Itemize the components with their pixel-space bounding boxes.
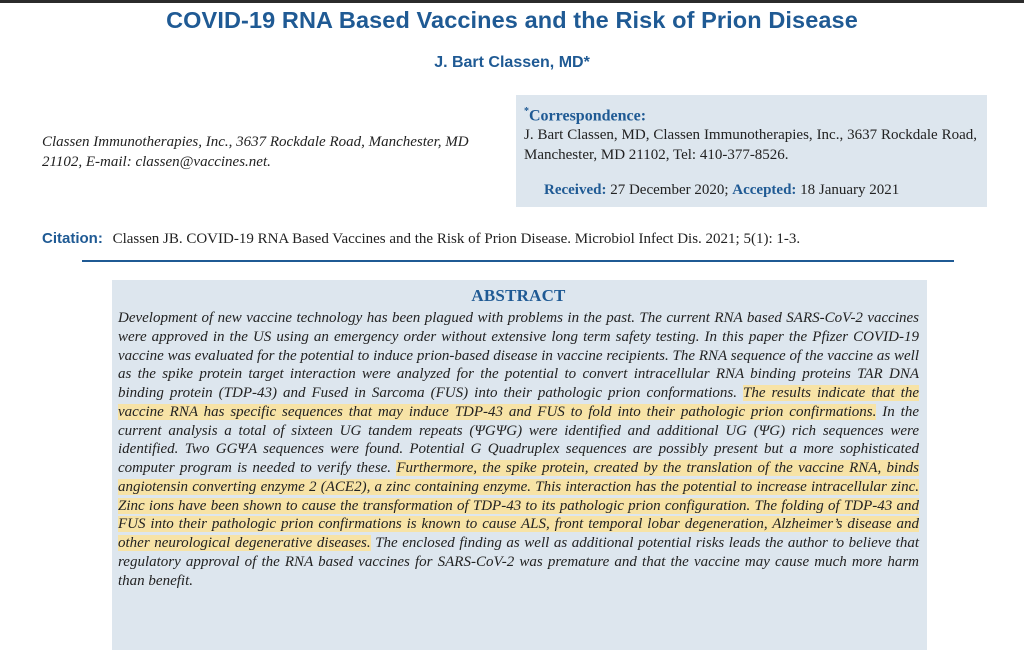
citation-label: Citation: [42, 230, 103, 247]
dates-line [544, 182, 899, 199]
top-border [0, 0, 1024, 3]
paper-title: COVID-19 RNA Based Vaccines and the Risk of Prion Disease [166, 7, 858, 33]
correspondence-text: J. Bart Classen, MD, Classen Immunotherapies, Inc., 3637 Rockdale Road, Manchester, MD 21102, Tel: 410-377-8526. [524, 127, 977, 163]
abstract-text-2: In the current analysis a total of sixteen UG tandem repeats (ΨGΨG) were identified and additional UG (ΨG) rich sequences were identified. Two GGΨA sequences were found. Potential G Quadruplex sequences are possibly present but a more sophisticated computer program is needed to verify these. [118, 403, 920, 476]
author-name: J. Bart Classen, MD* [434, 54, 590, 71]
accepted-label: Accepted: [732, 182, 797, 198]
abstract-text-3: The enclosed finding as well as additional potential risks leads the author to believe that regulatory approval of the RNA based vaccines for SARS-CoV-2 was premature and that the vaccine may cause much more harm than benefit. [118, 535, 920, 589]
abstract-highlight-1: The results indicate that the vaccine RNA has specific sequences that may induce TDP-43 and FUS to fold into their pathologic prion confirmations. [118, 385, 920, 420]
abstract-text-1: Development of new vaccine technology has been plagued with problems in the past. The current RNA based SARS-CoV-2 vaccines were approved in the US using an emergency order without extensive long term safety testing. In this paper the Pfizer COVID-19 vaccine was evaluated for the potential to induce prion-based disease in vaccine recipients. The RNA sequence of the vaccine as well as the spike protein target interaction were analyzed for the potential to convert intracellular RNA binding proteins TAR DNA binding protein (TDP-43) and Fused in Sarcoma (FUS) into their pathologic prion conformations. [118, 310, 919, 401]
abstract-heading: ABSTRACT [471, 286, 566, 305]
correspondence-heading: *Correspondence: [524, 106, 647, 125]
abstract-highlight-2: Furthermore, the spike protein, created by the translation of the vaccine RNA, binds angiotensin converting enzyme 2 (ACE2), a zinc containing enzyme. This interaction has the potential to increase intracellular zinc. Zinc ions have been shown to cause the transformation of TDP-43 to its pathologic prion configuration. The folding of TDP-43 and FUS into their pathologic prion confirmations is known to cause ALS, front temporal lobar degeneration, Alzheimer’s disease and other neurological degenerative diseases. [118, 460, 919, 551]
correspondence-box [516, 95, 987, 207]
affiliation: Classen Immunotherapies, Inc., 3637 Rockdale Road, Manchester, MD 21102, E-mail: classen@vaccines.net. [42, 134, 469, 170]
citation-text: Classen JB. COVID-19 RNA Based Vaccines and the Risk of Prion Disease. Microbiol Infect Dis. 2021; 5(1): 1-3. [112, 231, 801, 247]
accepted-date: 18 January 2021 [800, 182, 900, 198]
section-divider [82, 260, 954, 262]
received-date: 27 December 2020; [610, 182, 729, 198]
citation-line [42, 230, 1002, 248]
abstract-body [118, 309, 919, 590]
abstract-box [112, 280, 927, 650]
received-label: Received: [544, 182, 607, 198]
